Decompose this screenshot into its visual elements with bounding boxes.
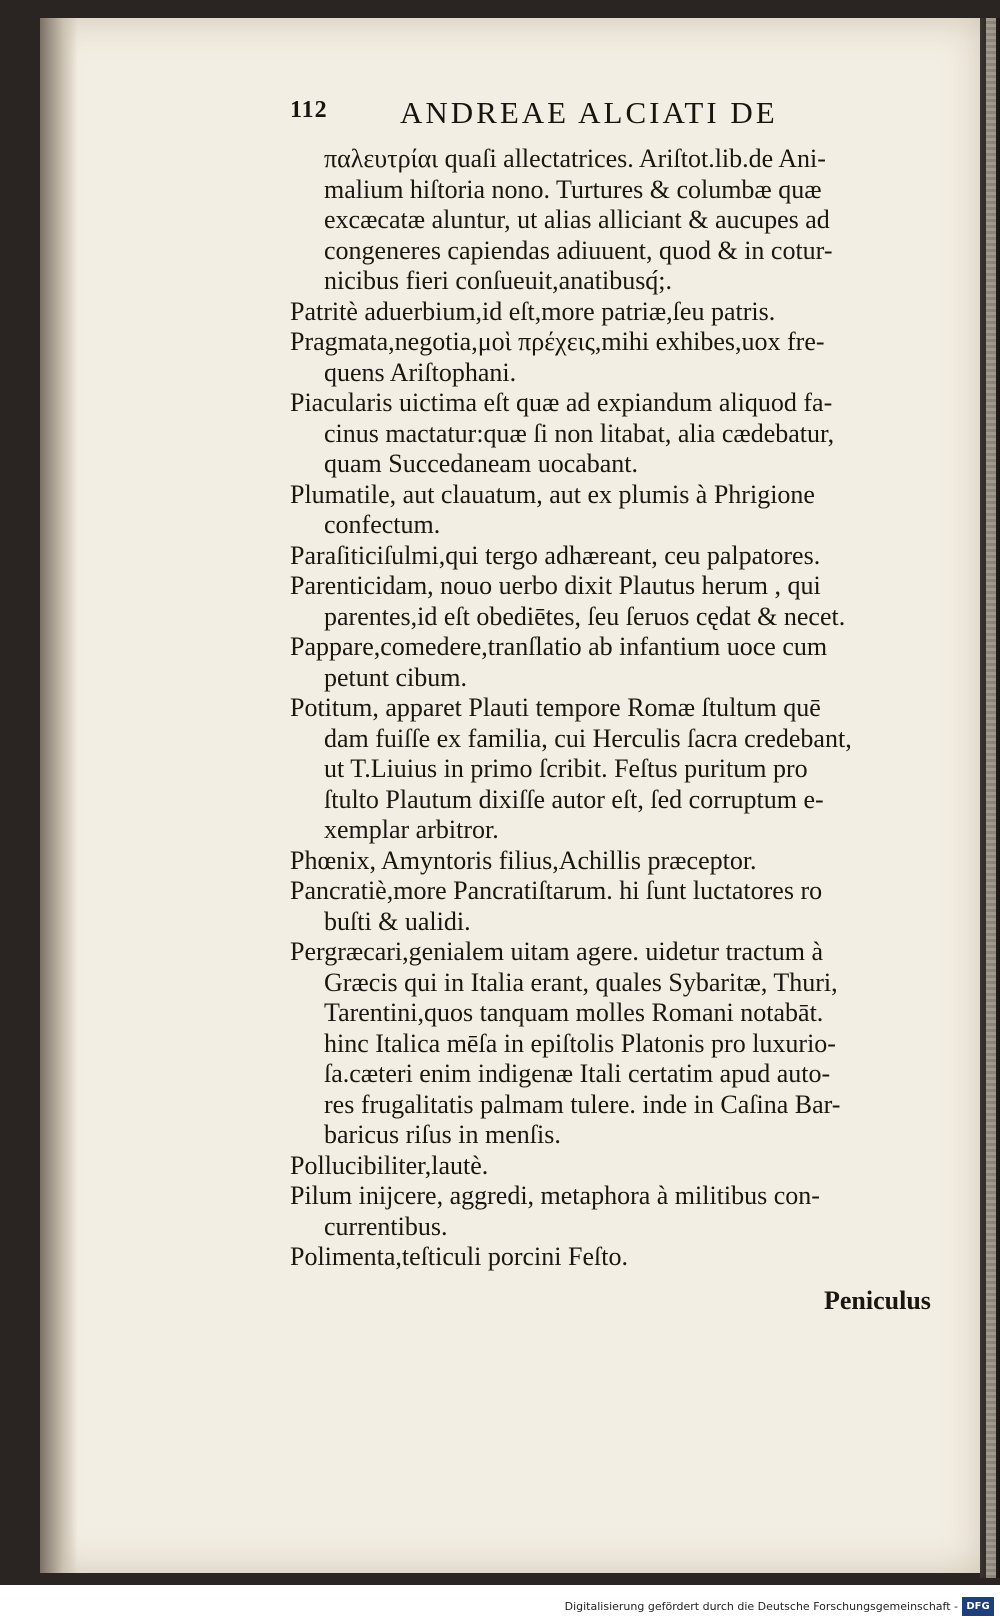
text-line: ſtulto Plautum dixiſſe autor eſt, ſed corruptum e- <box>324 784 824 814</box>
text-line: Pancratiè,more Pancratiſtarum. hi ſunt luctatores ro <box>290 876 823 905</box>
page-edge-strip <box>986 18 996 1578</box>
text-line: ut T.Liuius in primo ſcribit. Feſtus puritum pro <box>324 754 808 783</box>
text-line: xemplar arbitror. <box>324 815 499 844</box>
text-line: res frugalitatis palmam tulere. inde in Caſina Bar- <box>324 1089 841 1119</box>
text-line: Piacularis uictima eſt quæ ad expiandum aliquod fa- <box>290 388 833 417</box>
text-line: cinus mactatur:quæ ſi non litabat, alia cædebatur, <box>324 418 835 448</box>
text-line: Pergræcari,genialem uitam agere. uidetur tractum à <box>290 937 824 966</box>
text-line: ſa.cæteri enim indigenæ Itali certatim apud auto- <box>324 1059 831 1088</box>
text-line: Tarentini,quos tanquam molles Romani notabāt. <box>324 998 824 1027</box>
text-line: congeneres capiendas adiuuent, quod & in cotur- <box>324 235 833 265</box>
running-head: ANDREAE ALCIATI DE <box>400 95 778 130</box>
text-line: Plumatile, aut clauatum, aut ex plumis à Phrigione <box>290 479 815 509</box>
page-number: 112 <box>290 97 328 123</box>
text-line: Paraſiticiſulmi,qui tergo adhæreant, ceu palpatores. <box>290 540 821 570</box>
text-line: Pilum inijcere, aggredi, metaphora à militibus con- <box>290 1181 820 1210</box>
text-line: buſti & ualidi. <box>324 906 471 936</box>
text-line: baricus riſus in menſis. <box>324 1120 561 1149</box>
text-line: dam fuiſſe ex familia, cui Herculis ſacra credebant, <box>324 723 852 753</box>
text-line: quam Succedaneam uocabant. <box>324 449 639 478</box>
text-line: quens Ariſtophani. <box>324 357 517 387</box>
text-line: excæcatæ aluntur, ut alias alliciant & aucupes ad <box>324 205 830 234</box>
text-line: malium hiſtoria nono. Turtures & columbæ quæ <box>324 174 822 204</box>
catchword: Peniculus <box>824 1286 931 1315</box>
text-line: Pragmata,negotia,μοὶ πρέχεις,mihi exhibes,uox fre- <box>290 327 825 356</box>
text-line: Patritè aduerbium,id eſt,more patriæ,ſeu patris. <box>290 296 776 326</box>
page-spine-shadow <box>40 18 78 1573</box>
dfg-logo: DFG <box>962 1597 994 1616</box>
text-line: Pappare,comedere,tranſlatio ab infantium uoce cum <box>290 632 828 661</box>
text-line: nicibus fieri conſueuit,anatibusq́;. <box>324 266 673 295</box>
text-line: petunt cibum. <box>324 662 467 692</box>
text-line: currentibus. <box>324 1211 448 1241</box>
text-line: Phœnix, Amyntoris filius,Achillis præceptor. <box>290 845 757 875</box>
funding-note: Digitalisierung gefördert durch die Deutsche Forschungsgemeinschaft - <box>564 1600 958 1613</box>
text-line: hinc Italica mēſa in epiſtolis Platonis pro luxurio- <box>324 1028 836 1058</box>
text-line: confectum. <box>324 510 441 539</box>
page-header <box>290 97 990 137</box>
text-line: παλευτρίαι quaſi allectatrices. Ariſtot.lib.de Ani- <box>324 144 826 173</box>
text-line: Potitum, apparet Plauti tempore Romæ ſtultum quē <box>290 693 821 722</box>
text-line: parentes,id eſt obediētes, ſeu ſeruos cędat & necet. <box>324 601 846 631</box>
text-line: Polimenta,teſticuli porcini Feſto. <box>290 1242 628 1271</box>
text-line: Parenticidam, nouo uerbo dixit Plautus herum , qui <box>290 571 821 600</box>
text-line: Græcis qui in Italia erant, quales Sybaritæ, Thuri, <box>324 967 838 997</box>
glossary-text-block <box>290 144 950 1273</box>
text-line: Pollucibiliter,lautè. <box>290 1150 489 1180</box>
